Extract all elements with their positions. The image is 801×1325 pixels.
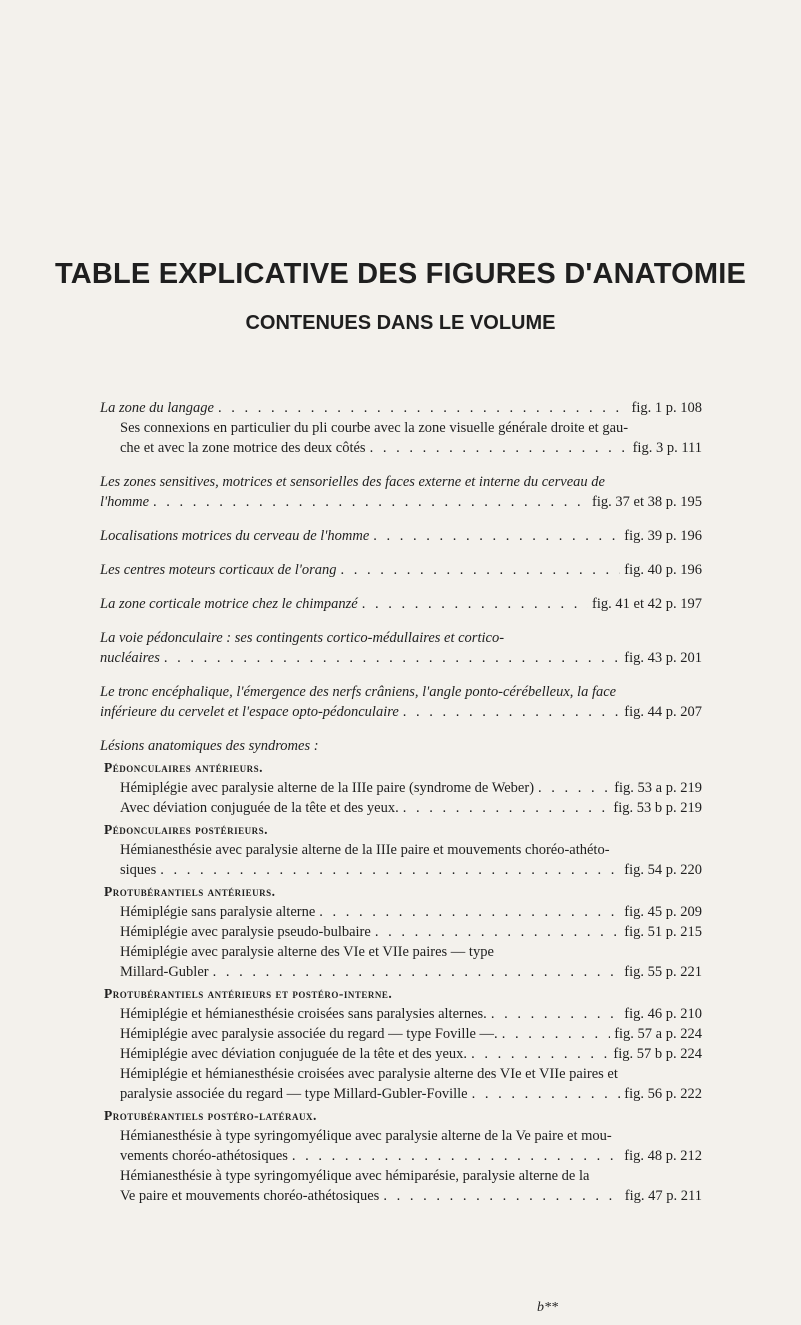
list-item: Hémianesthésie avec paralysie alterne de la IIIe paire et mouvements choréo-athéto- xyxy=(120,842,610,858)
entry-ref: fig. 1 p. 108 xyxy=(631,400,702,416)
list-item: Hémiplégie avec déviation conjuguée de la tête et des yeux. . . . fig. 57 b p. 224 xyxy=(100,1044,702,1064)
list-item: Hémiplégie avec paralysie alterne de la IIIe paire (syndrome de Weber) . . . fig. 53 a p. 219 xyxy=(100,778,702,798)
entry-ref: fig. 53 a p. 219 xyxy=(614,780,702,796)
entry-title: inférieure du cervelet et l'espace opto-pédonculaire xyxy=(100,704,399,720)
list-item: Hémiplégie avec paralysie alterne des VIe et VIIe paires — type xyxy=(120,944,494,960)
entry-ref: fig. 41 et 42 p. 197 xyxy=(592,596,702,612)
entry-ref: fig. 48 p. 212 xyxy=(624,1148,702,1164)
entry-title: Les zones sensitives, motrices et sensorielles des faces externe et interne du cerveau de xyxy=(100,474,605,490)
entry-ref: fig. 51 p. 215 xyxy=(624,924,702,940)
entry-localisations xyxy=(100,526,702,546)
list-item: Hémianesthésie à type syringomyélique avec paralysie alterne de la Ve paire et mou- xyxy=(120,1128,612,1144)
entry-ref: fig. 55 p. 221 xyxy=(624,964,702,980)
entry-title: La zone corticale motrice chez le chimpanzé xyxy=(100,596,358,612)
entry-tronc-encephalique xyxy=(100,682,702,722)
group-heading: Protubérantiels antérieurs et postéro-interne. xyxy=(104,986,393,1001)
entry-zones-sensitives xyxy=(100,472,702,512)
entry-ref: fig. 57 a p. 224 xyxy=(614,1026,702,1042)
page-subtitle: CONTENUES DANS LE VOLUME xyxy=(245,312,556,334)
group-heading: Pédonculaires postérieurs. xyxy=(104,822,269,837)
entry-title: Localisations motrices du cerveau de l'homme xyxy=(100,528,370,544)
entry-voie-pedonculaire xyxy=(100,628,702,668)
list-item: Hémiplégie avec paralysie associée du regard — type Foville —. . . . fig. 57 a p. 224 xyxy=(100,1024,702,1044)
list-item: Hémiplégie avec paralysie pseudo-bulbaire . . . fig. 51 p. 215 xyxy=(100,922,702,942)
entry-title: l'homme xyxy=(100,494,150,510)
entry-ref: fig. 3 p. 111 xyxy=(632,440,702,456)
entry-ref: fig. 45 p. 209 xyxy=(624,904,702,920)
entry-langage xyxy=(100,398,702,458)
list-item: Hémiplégie et hémianesthésie croisées avec paralysie alterne des VIe et VIIe paires et xyxy=(120,1066,618,1082)
signature-mark: b** xyxy=(537,1300,558,1315)
entry-ref: fig. 54 p. 220 xyxy=(624,862,702,878)
list-item: paralysie associée du regard — type Millard-Gubler-Foville . . . fig. 56 p. 222 xyxy=(100,1084,702,1104)
list-item: Hémiplégie et hémianesthésie croisées sans paralysies alternes. . . . fig. 46 p. 210 xyxy=(100,1004,702,1024)
list-item: Hémianesthésie à type syringomyélique avec hémiparésie, paralysie alterne de la xyxy=(120,1168,590,1184)
entry-ref: fig. 46 p. 210 xyxy=(624,1006,702,1022)
figure-table xyxy=(100,398,702,1206)
entry-ref: fig. 57 b p. 224 xyxy=(613,1046,702,1062)
lesions-section xyxy=(100,736,702,1206)
entry-ref: fig. 39 p. 196 xyxy=(624,528,702,544)
entry-ref: fig. 47 p. 211 xyxy=(624,1188,702,1204)
entry-ref: fig. 37 et 38 p. 195 xyxy=(592,494,702,510)
list-item: Hémiplégie sans paralysie alterne . . . fig. 45 p. 209 xyxy=(100,902,702,922)
entry-ref: fig. 40 p. 196 xyxy=(624,562,702,578)
section-heading: Lésions anatomiques des syndromes : xyxy=(100,738,319,754)
entry-ref: fig. 53 b p. 219 xyxy=(613,800,702,816)
entry-title: Le tronc encéphalique, l'émergence des nerfs crâniens, l'angle ponto-cérébelleux, la face xyxy=(100,684,617,700)
entry-sub-line: Ses connexions en particulier du pli courbe avec la zone visuelle générale droite et gau- xyxy=(120,420,629,436)
list-item: Ve paire et mouvements choréo-athétosiques . . . fig. 47 p. 211 xyxy=(100,1186,702,1206)
entry-ref: fig. 43 p. 201 xyxy=(624,650,702,666)
list-item: siques . . . fig. 54 p. 220 xyxy=(100,860,702,880)
group-heading: Protubérantiels antérieurs. xyxy=(104,884,276,899)
entry-title: nucléaires xyxy=(100,650,160,666)
list-item: Avec déviation conjuguée de la tête et des yeux. . . . fig. 53 b p. 219 xyxy=(100,798,702,818)
entry-title: La voie pédonculaire : ses contingents cortico-médullaires et cortico- xyxy=(100,630,505,646)
entry-title: Les centres moteurs corticaux de l'orang xyxy=(100,562,337,578)
list-item: vements choréo-athétosiques . . . fig. 48 p. 212 xyxy=(100,1146,702,1166)
group-heading: Protubérantiels postéro-latéraux. xyxy=(104,1108,317,1123)
entry-ref: fig. 44 p. 207 xyxy=(624,704,702,720)
entry-title: La zone du langage xyxy=(100,400,214,416)
entry-ref: fig. 56 p. 222 xyxy=(624,1086,702,1102)
entry-zone-corticale xyxy=(100,594,702,614)
entry-centres-moteurs xyxy=(100,560,702,580)
page-title: TABLE EXPLICATIVE DES FIGURES D'ANATOMIE xyxy=(54,258,747,290)
list-item: Millard-Gubler . . . fig. 55 p. 221 xyxy=(100,962,702,982)
entry-sub-line: che et avec la zone motrice des deux côtés xyxy=(120,440,366,456)
group-heading: Pédonculaires antérieurs. xyxy=(104,760,264,775)
